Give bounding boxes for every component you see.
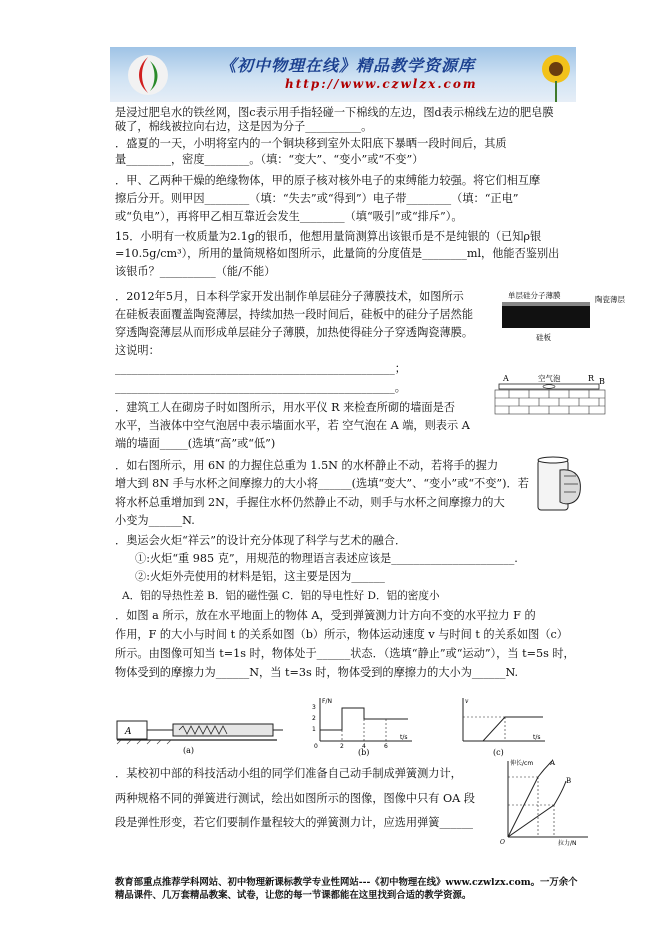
level-wall-figure [493,372,608,417]
curve-label-b: B [566,777,572,785]
tick-label: 0 [314,743,318,750]
tick-label: 3 [312,704,316,711]
text-line: 增大到 8N 手与水杯之间摩擦力的大小将______(选填“变大”、“变小”或“不变”)．若 [115,477,529,490]
text-line: ①:火炬“重 985 克”，用规范的物理语言表述应该是______________________. [135,552,518,565]
text-line: 或“负电”），再将甲乙相互靠近会发生________（填“吸引”或“排斥”）。 [115,210,463,223]
header-banner [110,47,576,102]
text-line: 物体受到的摩擦力为______N，当 t=3s 时，物体受到的摩擦力的大小为______N. [115,666,519,679]
object-label-a: A [125,727,132,737]
figure-caption-b: (b) [358,748,370,757]
text-line: 破了，棉线被拉向右边，这是因为分子__________。 [115,120,373,133]
text-line: ．甲、乙两种干燥的绝缘物体，甲的原子核对核外电子的束缚能力较强。将它们相互摩 [115,174,541,187]
text-line: 15．小明有一枚质量为2.1g的银币，他想用量筒测算出该银币是不是纯银的（已知ρ银 [115,230,542,243]
text-line: 量________，密度________。（填：“变大”、“变小”或“不变”） [115,153,424,166]
figure-c-velocity-time [453,695,549,755]
axis-label-t-c: t/s [533,734,541,741]
text-line: __________________________________________________； [115,362,406,375]
tick-label: 2 [312,715,316,722]
text-line: 这说明： [115,344,160,357]
figure-label-bubble: 空气泡 [538,374,561,383]
tick-label: 6 [384,743,388,750]
text-line: ．2012年5月，日本科学家开发出制作单层硅分子薄膜技术，如图所示 [115,290,464,303]
text-line: ．某校初中部的科技活动小组的同学们准备自己动手制成弹簧测力计， [115,767,462,780]
figure-caption-c: (c) [493,748,504,757]
figure-label-r: R [588,374,595,383]
text-line: ②:火炬外壳使用的材料是铝，这主要是因为______ [135,570,385,583]
sunflower-icon [536,47,576,102]
axis-label-t-b: t/s [400,734,408,741]
text-line: 水平，当液体中空气泡居中表示墙面水平，若 空气泡在 A 端，则表示 A [115,419,470,432]
text-line: 两种规格不同的弹簧进行测试，绘出如图所示的图像，图像中只有 OA 段 [115,792,475,805]
text-line: ．如图 a 所示，放在水平地面上的物体 A，受到弹簧测力计方向不变的水平拉力 F 的 [115,609,536,622]
text-line: 穿透陶瓷薄层从而形成单层硅分子薄膜，加热使得硅分子穿透陶瓷薄膜。 [115,326,474,339]
axis-label-force: 拉力/N [558,840,577,847]
figure-a-object-spring [117,713,285,755]
figure-label-board: 硅板 [536,333,551,342]
figure-label-film: 单层硅分子薄膜 [508,291,561,300]
axis-label-f: F/N [322,698,332,705]
page-footer: 教育部重点推荐学科网站、初中物理新课标教学专业性网站---《初中物理在线》www.czwlzx.com。一万余个精品课件、几万套精品教案、试卷，让您的每一节课都能在这里找到合适的教学资源。 [115,877,578,901]
text-line: ．盛夏的一天，小明将室内的一个铜块移到室外太阳底下暴晒一段时间后，其质 [115,137,507,150]
text-line: 段是弹性形变，若它们要制作量程较大的弹簧测力计，应选用弹簧______ [115,816,474,829]
figure-label-ceramic: 陶瓷薄层 [595,295,625,304]
tick-label: 4 [362,743,366,750]
text-line: ．建筑工人在砌房子时如图所示，用水平仪 R 来检查所砌的墙面是否 [115,401,455,414]
figure-label-b: B [599,377,605,386]
origin-label-o: O [500,839,505,846]
text-line: =10.5g/cm³），所用的量筒规格如图所示，此量筒的分度值是________ml，他能否鉴别出 [115,247,560,260]
axis-label-v: v [465,698,469,705]
curve-label-a: A [550,759,556,767]
figure-label-a: A [503,374,509,383]
text-line: 所示。由图像可知当 t=1s 时，物体处于______状态．（选填“静止”或“运动”），当 t=5s 时， [115,647,575,660]
text-line: 是浸过肥皂水的铁丝网，图c表示用手指轻碰一下棉线的左边，图d表示棉线左边的肥皂膜 [115,106,554,119]
axis-label-extension: 伸长/cm [510,760,534,767]
text-line: ．如右图所示，用 6N 的力握住总重为 1.5N 的水杯静止不动，若将手的握力 [115,459,499,472]
text-line: 端的墙面_____(选填“高”或“低”) [115,437,276,450]
tick-label: 1 [312,726,316,733]
silicon-film-figure [496,288,625,350]
tick-label: 2 [340,743,344,750]
text-line: 将水杯总重增加到 2N，手握住水杯仍然静止不动，则手与水杯之间摩擦力的大 [115,496,505,509]
hand-cup-figure [530,452,586,516]
figure-b-force-time [308,695,418,755]
banner-url: http://www.czwlzx.com [285,77,478,91]
text-line: 小变为______N. [115,514,195,527]
text-line: __________________________________________________。 [115,381,406,394]
text-line: 擦后分开。则甲因________（填：“失去”或“得到”）电子带________（填：“正电” [115,192,519,205]
text-line: 在硅板表面覆盖陶瓷薄层，持续加热一段时间后，硅板中的硅分子居然能 [115,308,474,321]
text-line: 作用，F 的大小与时间 t 的关系如图（b）所示，物体运动速度 v 与时间 t 的关系如图（c） [115,628,568,641]
spring-graph-figure [494,755,592,847]
text-line: 该银币？__________（能/不能） [115,265,276,278]
figure-caption-a: (a) [183,746,195,755]
banner-title: 《初中物理在线》精品教学资源库 [220,56,476,75]
site-logo-icon [126,53,170,97]
text-line: A．铝的导热性差 B．铝的磁性强 C．铝的导电性好 D．铝的密度小 [122,590,440,602]
text-line: ．奥运会火炬“祥云”的设计充分体现了科学与艺术的融合． [115,534,407,547]
